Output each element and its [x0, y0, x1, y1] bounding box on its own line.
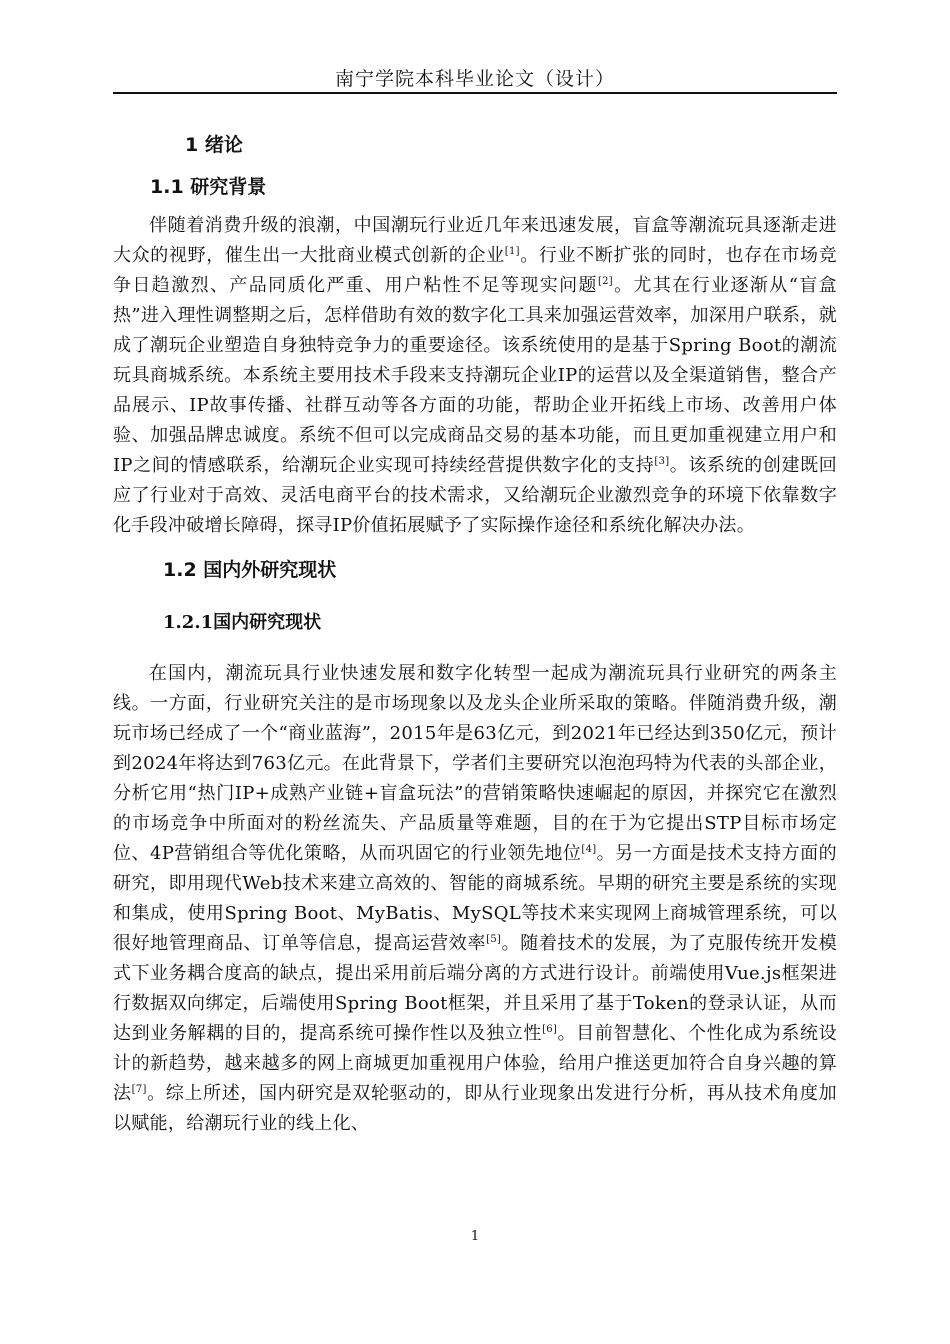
text-run: 。另一方面是技术支持方面的研究，即用现代Web技术来建立高效的、智能的商城系统。早期的研究主要是系统的实现和集成，使用Spring Boot、MyBatis、MySQL等技术来实现网上商城管理系统，可以很好地管理商品、订单等信息，提高运营效率	[113, 843, 837, 954]
text-run: 。随着技术的发展，为了克服传统开发模式下业务耦合度高的缺点，提出采用前后端分离的方式进行设计。前端使用Vue.js框架进行数据双向绑定，后端使用Spring Boot框架，并且采用了基于Token的登录认证，从而达到业务解耦的目的，提高系统可操作性以及独立性	[113, 933, 838, 1044]
page-content	[113, 124, 837, 1139]
citation-ref-2[interactable]: [2]	[597, 276, 614, 287]
header-rule	[113, 92, 837, 94]
text-run: 。行业不断扩张的同时，也存在市场竞争日趋激烈、产品同质化严重、用户粘性不足等现实问题	[113, 245, 837, 296]
citation-ref-3[interactable]: [3]	[654, 456, 670, 467]
background-paragraph	[113, 211, 837, 541]
text-run: 。尤其在行业逐渐从“盲盒热”进入理性调整期之后，怎样借助有效的数字化工具来加强运营效率，加深用户联系，就成了潮玩企业塑造自身独特竞争力的重要途径。该系统使用的是基于Spring Boot的潮流玩具商城系统。本系统主要用技术手段来支持潮玩企业IP的运营以及全渠道销售，整合产品展示、IP故事传播、社群互动等各方面的功能，帮助企业开拓线上市场、改善用户体验、加强品牌忠诚度。系统不但可以完成商品交易的基本功能，而且更加重视建立用户和IP之间的情感联系，给潮玩企业实现可持续经营提供数字化的支持	[113, 275, 837, 476]
text-run: 。目前智慧化、个性化成为系统设计的新趋势，越来越多的网上商城更加重视用户体验，给用户推送更加符合自身兴趣的算法	[113, 1023, 837, 1104]
domestic-research-paragraph	[113, 659, 837, 1139]
citation-ref-7[interactable]: [7]	[131, 1084, 147, 1095]
text-run: 伴随着消费升级的浪潮，中国潮玩行业近几年来迅速发展，盲盒等潮流玩具逐渐走进大众的视野，催生出一大批商业模式创新的企业	[113, 215, 837, 266]
chapter-heading: 1 绪论	[185, 134, 243, 156]
running-header: 南宁学院本科毕业论文（设计）	[334, 68, 615, 90]
citation-ref-1[interactable]: [1]	[504, 246, 520, 257]
section-heading-1-1: 1.1 研究背景	[150, 176, 267, 198]
citation-ref-4[interactable]: [4]	[581, 844, 597, 855]
text-run: 在国内，潮流玩具行业快速发展和数字化转型一起成为潮流玩具行业研究的两条主线。一方面，行业研究关注的是市场现象以及龙头企业所采取的策略。伴随消费升级，潮玩市场已经成了一个“商业蓝海”，2015年是63亿元，到2021年已经达到350亿元，预计到2024年将达到763亿元。在此背景下，学者们主要研究以泡泡玛特为代表的头部企业，分析它用“热门IP+成熟产业链+盲盒玩法”的营销策略快速崛起的原因，并探究它在激烈的市场竞争中所面对的粉丝流失、产品质量等难题，目的在于为它提出STP目标市场定位、4P营销组合等优化策略，从而巩固它的行业领先地位	[113, 663, 837, 864]
page-number: 1	[470, 1229, 480, 1244]
citation-ref-5[interactable]: [5]	[486, 934, 502, 945]
section-heading-1-2: 1.2 国内外研究现状	[163, 559, 337, 581]
text-run: 。综上所述，国内研究是双轮驱动的，即从行业现象出发进行分析，再从技术角度加以赋能，给潮玩行业的线上化、	[113, 1083, 837, 1134]
text-run: 。该系统的创建既回应了行业对于高效、灵活电商平台的技术需求，又给潮玩企业激烈竞争的环境下依靠数字化手段冲破增长障碍，探寻IP价值拓展赋予了实际操作途径和系统化解决办法。	[113, 455, 838, 536]
subsection-heading-1-2-1: 1.2.1国内研究现状	[163, 612, 322, 633]
citation-ref-6[interactable]: [6]	[542, 1024, 558, 1035]
